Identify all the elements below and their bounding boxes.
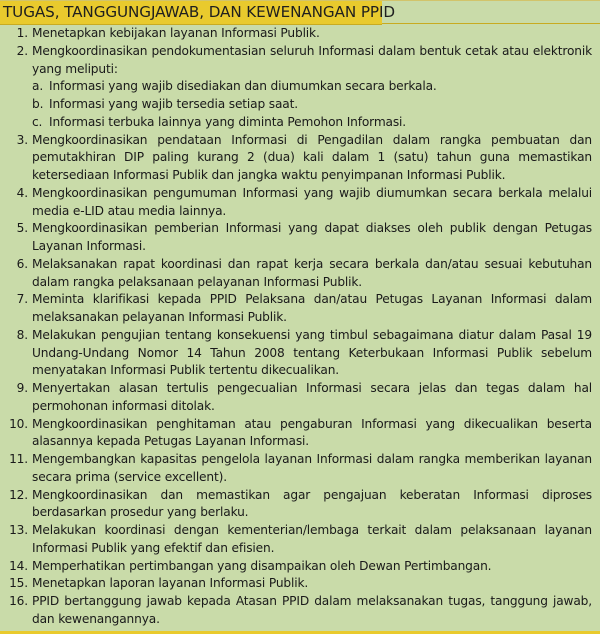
item-text: Melakukan koordinasi dengan kementerian/lembaga terkait dalam pelaksanaan layanan Informasi Publik yang efektif dan efisien.: [32, 523, 592, 555]
item-number: 14.: [9, 558, 28, 573]
item-number: 11.: [9, 452, 28, 466]
list-item: [0, 380, 600, 416]
list-item: [0, 43, 600, 79]
item-text: Mengembangkan kapasitas pengelola layanan Informasi dalam rangka memberikan layanan secara prima (service excellent).: [32, 452, 592, 484]
item-number: 5.: [16, 221, 28, 236]
item-number: 8.: [16, 327, 28, 342]
title-bar: [0, 1, 395, 25]
item-number: 12.: [9, 487, 28, 502]
list-item: [0, 575, 600, 593]
item-text: Menetapkan kebijakan layanan Informasi Publik.: [32, 26, 320, 40]
sub-item-letter: c.: [32, 114, 43, 129]
sub-item-text: Informasi yang wajib disediakan dan diumumkan secara berkala.: [49, 79, 437, 94]
list-item: [0, 451, 600, 487]
item-number: 4.: [16, 185, 28, 200]
list-item: [0, 487, 600, 523]
list-item: [0, 220, 600, 256]
sub-item-letter: a.: [32, 79, 44, 94]
item-text: Menetapkan laporan layanan Informasi Publik.: [32, 576, 309, 591]
list-item: [0, 256, 600, 292]
sub-item-letter: b.: [32, 97, 44, 111]
sub-list-item: [0, 114, 600, 132]
item-number: 10.: [9, 416, 28, 431]
item-text: Melakukan pengujian tentang konsekuensi yang timbul sebagaimana diatur dalam Pasal 19 Undang-Undang Nomor 14 Tahun 2008 tentang Keterbukaan Informasi Publik sebelum menyatakan Informasi Publik tertentu dikecualikan.: [32, 327, 592, 378]
item-text: Mengkoordinasikan pemberian Informasi yang dapat diakses oleh publik dengan Petugas Layanan Informasi.: [32, 221, 592, 253]
item-text: Mengkoordinasikan pendataan Informasi di Pengadilan dalam rangka pembuatan dan pemutakhiran DIP paling kurang 2 (dua) kali dalam 1 (satu) tahun guna memastikan ketersediaan Informasi Publik dan jangka waktu penyimpanan Informasi Publik.: [32, 132, 592, 182]
item-number: 7.: [16, 292, 28, 307]
item-text: PPID bertanggung jawab kepada Atasan PPID dalam melaksanakan tugas, tanggung jawab, dan kewenangannya.: [32, 594, 592, 626]
item-text: Mengkoordinasikan pendokumentasian seluruh Informasi dalam bentuk cetak atau elektronik yang meliputi:: [32, 43, 592, 76]
list-item: [0, 132, 600, 185]
sub-item-text: Informasi terbuka lainnya yang diminta Pemohon Informasi.: [49, 114, 407, 129]
list-item: [0, 291, 600, 327]
title-underline: [382, 23, 600, 24]
item-number: 2.: [16, 43, 28, 58]
item-number: 6.: [16, 256, 28, 271]
list-item: [0, 522, 600, 558]
duties-list: [0, 25, 600, 629]
list-item: [0, 25, 600, 43]
page-title: TUGAS, TANGGUNGJAWAB, DAN KEWENANGAN PPID: [3, 3, 395, 21]
item-text: Melaksanakan rapat koordinasi dan rapat kerja secara berkala dan/atau sesuai kebutuhan dalam rangka pelaksanaan pelayanan Informasi Publik.: [32, 256, 592, 289]
item-text: Mengkoordinasikan pengumuman Informasi yang wajib diumumkan secara berkala melalui media e-LID atau media lainnya.: [32, 185, 592, 218]
list-item: [0, 185, 600, 221]
sub-list-item: [0, 78, 600, 96]
item-number: 13.: [9, 523, 28, 537]
item-number: 15.: [9, 576, 28, 591]
item-text: Mengkoordinasikan dan memastikan agar pengajuan keberatan Informasi diproses berdasarkan prosedur yang berlaku.: [32, 487, 592, 520]
item-number: 1.: [16, 26, 28, 40]
list-item: [0, 416, 600, 452]
item-number: 3.: [16, 132, 28, 147]
item-number: 16.: [9, 594, 28, 608]
sub-list-item: [0, 96, 600, 114]
item-text: Meminta klarifikasi kepada PPID Pelaksana dan/atau Petugas Layanan Informasi dalam melaksanakan pelayanan Informasi Publik.: [32, 292, 592, 324]
item-text: Memperhatikan pertimbangan yang disampaikan oleh Dewan Pertimbangan.: [32, 558, 492, 573]
sub-item-text: Informasi yang wajib tersedia setiap saat.: [49, 97, 298, 111]
list-item: [0, 558, 600, 576]
list-item: [0, 327, 600, 380]
item-text: Mengkoordinasikan penghitaman atau pengaburan Informasi yang dikecualikan beserta alasannya kepada Petugas Layanan Informasi.: [32, 416, 592, 449]
list-item: [0, 593, 600, 629]
item-number: 9.: [16, 381, 28, 395]
item-text: Menyertakan alasan tertulis pengecualian Informasi secara jelas dan tegas dalam hal permohonan informasi ditolak.: [32, 381, 592, 413]
